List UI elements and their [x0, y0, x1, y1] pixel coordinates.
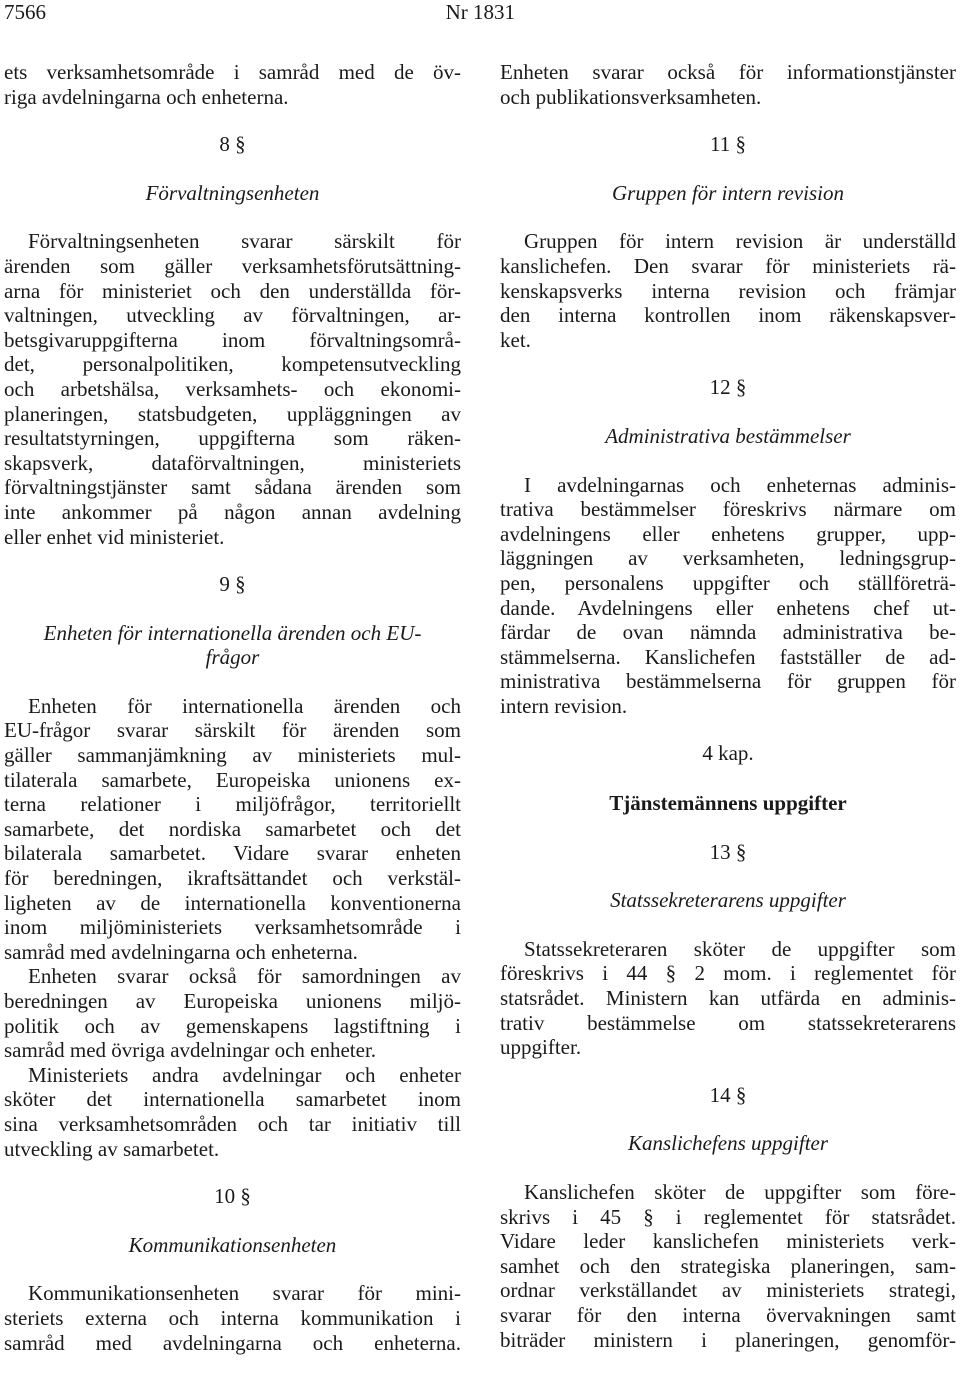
text-line: valtningen, utveckling av förvaltningen, ar-: [4, 303, 461, 328]
text-line: ordnar verkställandet av ministeriets strategi,: [500, 1278, 956, 1303]
text-line: skrivs i 45 § i reglementet för statsrådet.: [500, 1204, 956, 1229]
text-line: Ministeriets andra avdelningar och enheter: [28, 1062, 461, 1087]
section-8-mark: 8 §: [219, 132, 246, 157]
text-line: beredningen av Europeiska unionens miljö-: [4, 989, 461, 1013]
text-line: sina verksamhetsområden och tar initiativ till: [4, 1111, 461, 1136]
text-line: ket.: [500, 327, 531, 352]
text-line: ärenden som gäller verksamhetsförutsättning-: [4, 253, 461, 278]
text-line: sköter det internationella samarbetet inom: [4, 1087, 461, 1112]
text-line: Vidare leder kanslichefen ministeriets verk-: [500, 1229, 956, 1254]
text-line: eller enhet vid ministeriet.: [4, 524, 225, 549]
left-column: [4, 60, 461, 1355]
text-line: ets verksamhetsområde i samråd med de öv-: [4, 60, 461, 84]
text-line: föreskrivs i 44 § 2 mom. i reglementet för: [500, 961, 956, 986]
section-14-mark: 14 §: [709, 1082, 747, 1107]
text-line: Kanslichefen sköter de uppgifter som före-: [524, 1180, 956, 1204]
intro-paragraph: [500, 60, 956, 109]
chapter-number: 4 kap.: [702, 741, 754, 766]
section-13-mark: 13 §: [709, 839, 747, 864]
text-line: statsrådet. Ministern kan utfärda en adminis-: [500, 986, 956, 1011]
section-9-paragraph-3: [4, 1063, 461, 1161]
text-line: gäller sammanjämkning av ministeriets mul-: [4, 743, 461, 768]
section-10-title: Kommunikationsenheten: [128, 1232, 337, 1257]
text-line: läggningen av verksamheten, ledningsgrup-: [500, 546, 956, 571]
text-line: dande. Avdelningens eller enhetens chef ut-: [500, 595, 956, 620]
text-line: uppgifter.: [500, 1035, 582, 1060]
text-line: stämmelserna. Kanslichefen fastställer de ad-: [500, 644, 956, 669]
section-12-paragraph: [500, 473, 956, 719]
text-line: samråd med avdelningarna och enheterna.: [4, 939, 358, 964]
section-11-mark: 11 §: [710, 132, 746, 157]
right-column: [500, 60, 956, 1352]
section-13-paragraph: [500, 937, 956, 1060]
text-line: terna relationer i miljöfrågor, territoriellt: [4, 792, 461, 817]
text-line: Enheten svarar också för informationstjänster: [500, 60, 956, 84]
text-line: kanslichefen. Den svarar för ministeriets rä-: [500, 253, 956, 278]
text-line: utveckling av samarbetet.: [4, 1136, 220, 1161]
text-line: avdelningens eller enhetens grupper, upp-: [500, 521, 956, 546]
section-11-paragraph: [500, 229, 956, 352]
text-line: trativa bestämmelser föreskrivs närmare om: [500, 497, 956, 522]
text-line: skapsverk, dataförvaltningen, ministeriets: [4, 450, 461, 475]
text-line: Enheten svarar också för samordningen av: [28, 964, 461, 989]
text-line: inte ankommer på någon annan avdelning: [4, 499, 461, 524]
issue-number: Nr 1831: [445, 0, 515, 24]
text-line: Kommunikationsenheten svarar för mini-: [28, 1281, 461, 1306]
text-line: samråd med avdelningarna och enheterna.: [4, 1330, 461, 1355]
page-number: 7566: [4, 0, 46, 24]
text-line: den interna kontrollen inom räkenskapsver-: [500, 303, 956, 328]
text-line: resultatstyrningen, uppgifterna som räken-: [4, 426, 461, 451]
text-line: biträder ministern i planeringen, genomför-: [500, 1327, 956, 1352]
text-line: bilaterala samarbetet. Vidare svarar enheten: [4, 841, 461, 866]
text-line: Förvaltningsenheten svarar särskilt för: [28, 229, 461, 254]
text-line: förvaltningstjänster samt sådana ärenden som: [4, 475, 461, 500]
text-line: och publikationsverksamheten.: [500, 84, 762, 109]
text-line: I avdelningarnas och enheternas adminis-: [524, 472, 956, 497]
section-9-mark: 9 §: [219, 572, 246, 597]
text-line: trativ bestämmelse om statssekreterarens: [500, 1010, 956, 1035]
text-line: ligheten av de internationella konventionerna: [4, 890, 461, 915]
text-line: kenskapsverks interna revision och främjar: [500, 278, 956, 303]
text-line: samhet och den strategiska planeringen, sam-: [500, 1253, 956, 1278]
page-header: [0, 0, 960, 30]
text-line: svarar för den interna övervakningen samt: [500, 1302, 956, 1327]
text-line: det, personalpolitiken, kompetensutveckling: [4, 352, 461, 377]
section-10-paragraph: [4, 1281, 461, 1355]
text-line: för beredningen, ikraftsättandet och verkstäl-: [4, 866, 461, 891]
text-line: Gruppen för intern revision är underställd: [524, 229, 956, 254]
section-8-title: Förvaltningsenheten: [145, 180, 320, 205]
section-8-paragraph: [4, 229, 461, 549]
section-10-mark: 10 §: [214, 1184, 251, 1209]
text-line: betsgivaruppgifterna inom förvaltningsområ-: [4, 327, 461, 352]
text-line: arna för ministeriet och den underställda för-: [4, 278, 461, 303]
text-line: tilaterala samarbete, Europeiska unionens ex-: [4, 767, 461, 792]
text-line: samråd med övriga avdelningar och enheter.: [4, 1038, 377, 1063]
text-line: färdar de ovan nämnda administrativa be-: [500, 620, 956, 645]
text-line: ministrativa bestämmelserna för gruppen för: [500, 669, 956, 694]
chapter-title: Tjänstemännens uppgifter: [609, 791, 847, 816]
section-9-paragraph-2: [4, 964, 461, 1062]
section-11-title: Gruppen för intern revision: [612, 180, 844, 205]
section-12-title: Administrativa bestämmelser: [605, 423, 851, 448]
text-line: politik och av gemenskapens lagstiftning i: [4, 1013, 461, 1038]
intro-paragraph: [4, 60, 461, 109]
section-13-title: Statssekreterarens uppgifter: [610, 888, 846, 913]
section-9-paragraph-1: [4, 694, 461, 965]
section-12-mark: 12 §: [709, 375, 747, 400]
section-14-paragraph: [500, 1180, 956, 1352]
section-9-title-line: Enheten för internationella ärenden och EU-: [43, 620, 422, 645]
text-line: samarbete, det nordiska samarbetet och det: [4, 816, 461, 841]
text-line: intern revision.: [500, 693, 628, 718]
section-9-title-line: frågor: [205, 645, 260, 670]
text-line: Statssekreteraren sköter de uppgifter som: [524, 936, 956, 961]
text-line: steriets externa och interna kommunikation i: [4, 1305, 461, 1330]
section-14-title: Kanslichefens uppgifter: [627, 1131, 829, 1156]
text-line: pen, personalens uppgifter och ställföreträ-: [500, 570, 956, 595]
text-line: EU-frågor svarar särskilt för ärenden som: [4, 718, 461, 743]
text-line: inom miljöministeriets verksamhetsområde i: [4, 915, 461, 940]
text-line: riga avdelningarna och enheterna.: [4, 84, 289, 109]
text-line: Enheten för internationella ärenden och: [28, 693, 461, 718]
text-line: och arbetshälsa, verksamhets- och ekonomi-: [4, 376, 461, 401]
text-line: planeringen, statsbudgeten, uppläggningen av: [4, 401, 461, 426]
